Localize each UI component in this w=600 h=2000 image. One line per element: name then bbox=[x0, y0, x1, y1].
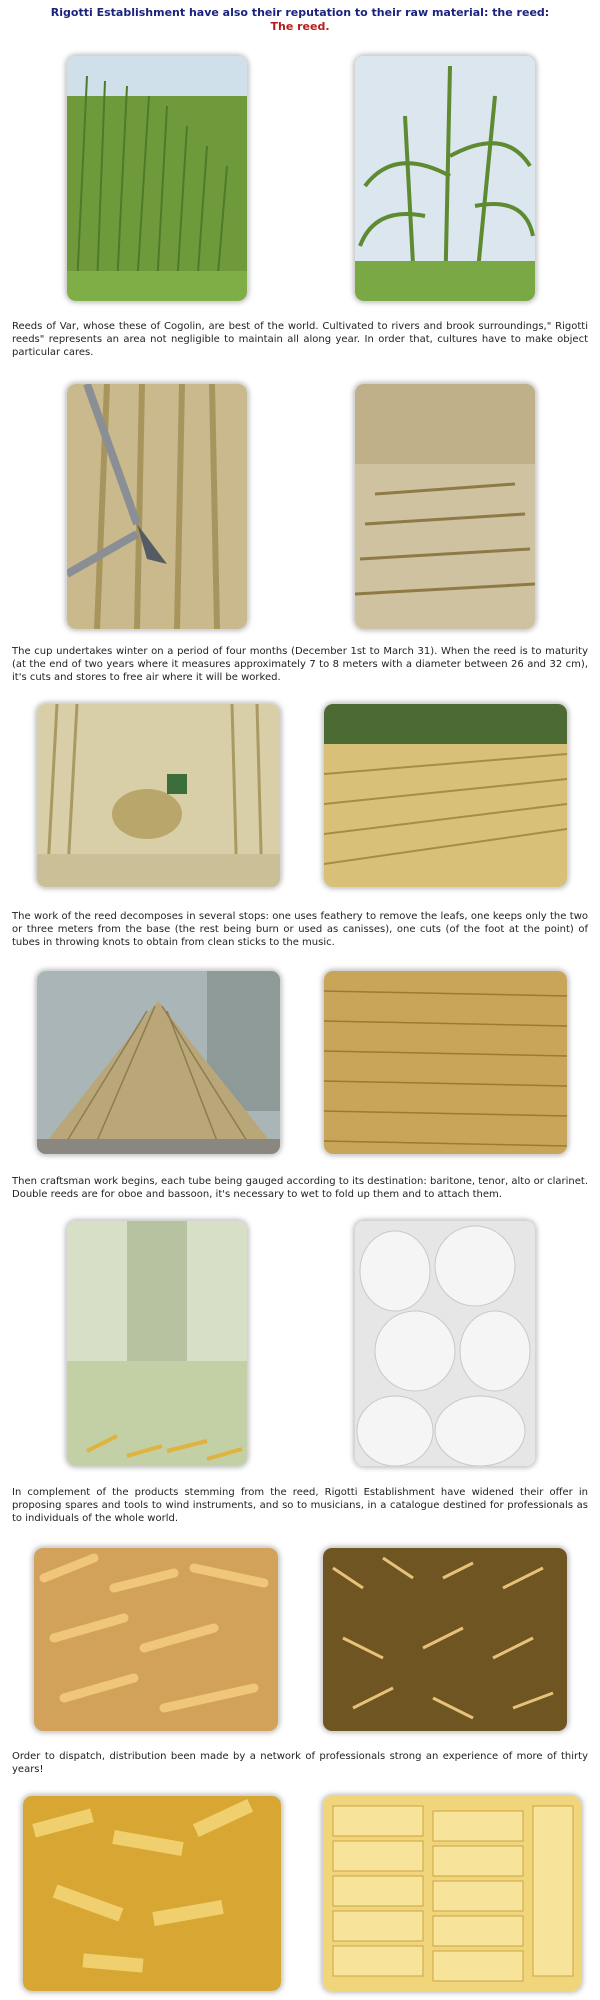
page-title: Rigotti Establishment have also their reputation to their raw material: the reed: bbox=[50, 6, 550, 19]
page-header bbox=[0, 6, 600, 34]
paragraph-4: Then craftsman work begins, each tube being gauged according to its destination: baritone, tenor, alto or clarinet. Double reeds are for oboe and bassoon, it's necessary to wet to fold up them and to attach them. bbox=[12, 1176, 588, 1200]
reed-plant-photo bbox=[354, 55, 536, 302]
paragraph-2: The cup undertakes winter on a period of four months (December 1st to March 31). When the reed is to maturity (at the end of two years where it measures approximately 7 to 8 meters with a diameter between 26 and 32 cm), it's cuts and stores to free air where it will be worked. bbox=[12, 646, 588, 683]
paragraph-5: In complement of the products stemming from the reed, Rigotti Establishment have widened their offer in proposing spares and tools to wind instruments, and so to musicians, in a catalogue destined for professionals as to individuals of the whole world. bbox=[12, 1487, 588, 1524]
reed-drying-rows-photo bbox=[323, 703, 568, 888]
reed-harvest-tractor-photo bbox=[36, 703, 281, 888]
reed-sacks-photo bbox=[354, 1220, 536, 1467]
reed-sorting-machine-photo bbox=[66, 1220, 248, 1467]
paragraph-3: The work of the reed decomposes in several stops: one uses feathery to remove the leafs, one keeps only the two or three meters from the base (the rest being burn or used as canisses), one cuts (of the foot at the point) of tubes in throwing knots to obtain from clean sticks to the music. bbox=[12, 911, 588, 948]
reed-pieces-photo bbox=[322, 1547, 568, 1732]
finished-reeds-photo bbox=[22, 1795, 282, 1992]
reed-field-photo bbox=[66, 55, 248, 302]
reed-bundles-closeup-photo bbox=[323, 970, 568, 1155]
paragraph-6: Order to dispatch, distribution been made by a network of professionals strong an experience of more of thirty years! bbox=[12, 1751, 588, 1775]
page-subtitle: The reed. bbox=[270, 20, 330, 33]
paragraph-1: Reeds of Var, whose these of Cogolin, are best of the world. Cultivated to rivers and brook surroundings," Rigotti reeds" represents an area not negligible to maintain all along year. In order that, cultures have to make object particular cares. bbox=[12, 321, 588, 358]
reed-cutting-photo bbox=[66, 383, 248, 630]
reed-blanks-photo bbox=[322, 1795, 582, 1992]
cut-reed-tubes-photo bbox=[33, 1547, 279, 1732]
reed-stacks-photo bbox=[36, 970, 281, 1155]
cut-reeds-on-ground-photo bbox=[354, 383, 536, 630]
